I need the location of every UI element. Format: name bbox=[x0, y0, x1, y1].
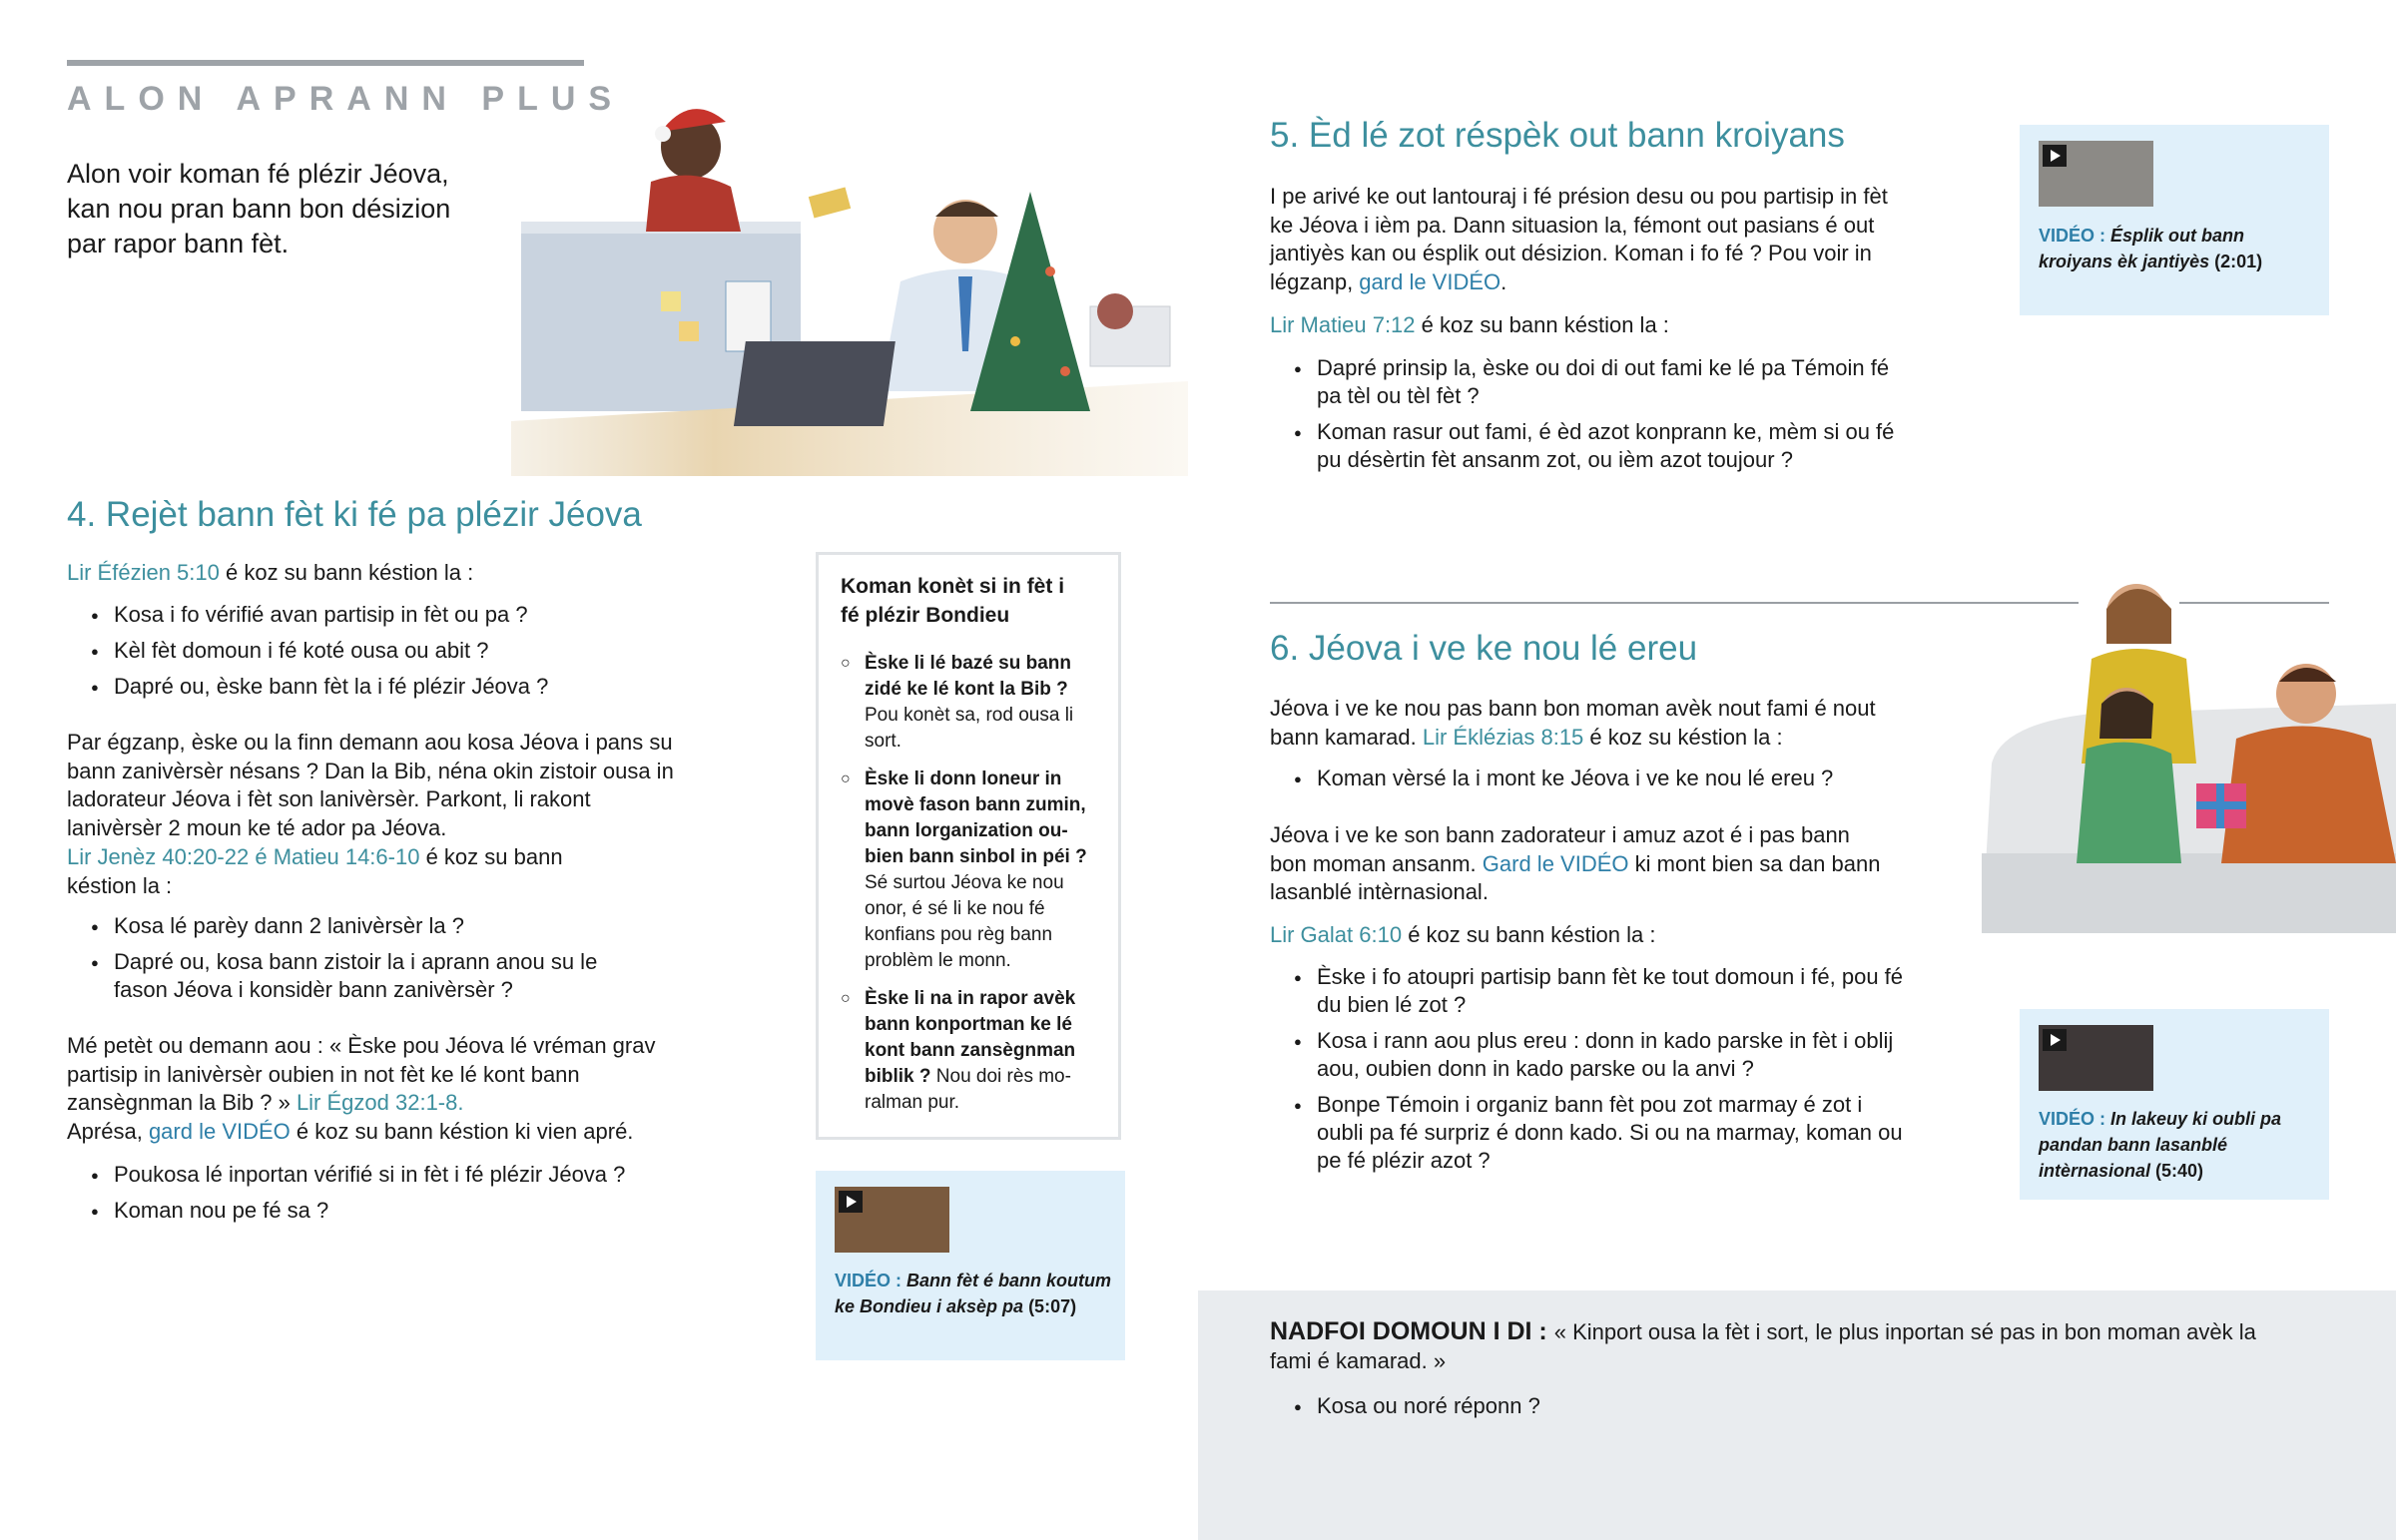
list-item: ● Koman vèrsé la i mont ke Jéova i ve ke nou lé ereu ? bbox=[1270, 765, 1909, 792]
video-link[interactable]: Gard le VIDÉO bbox=[1482, 850, 1629, 876]
video-caption: VIDÉO : Ésplik out bann kroiyans èk jantiyès (2:01) bbox=[2039, 226, 2263, 271]
section6-heading: 6. Jéova i ve ke nou lé ereu bbox=[1270, 629, 1698, 668]
list-item: ● Kèl fèt domoun i fé koté ousa ou abit ? bbox=[67, 637, 696, 665]
father-body bbox=[2221, 727, 2396, 864]
list-item: ● Dapré ou, èske bann fèt la i fé plézir Jéova ? bbox=[67, 673, 696, 701]
laptop bbox=[734, 341, 896, 426]
video-card[interactable] bbox=[2020, 1009, 2329, 1200]
list-item: ● Kosa i rann aou plus ereu : donn in kado parske in fèt i oblij aou, oubien donn in kado parske ou la anvi ? bbox=[1270, 1027, 1909, 1083]
section6-bullets1 bbox=[1270, 765, 1909, 800]
section6-read2: Lir Galat 6:10 é koz su bann késtion la : bbox=[1270, 922, 1656, 947]
section4-read2: Lir Jenèz 40:20-22 é Matieu 14:6-10 é koz su bann késtion la : bbox=[67, 844, 563, 898]
video-card[interactable] bbox=[816, 1171, 1125, 1360]
section4-bullets2 bbox=[67, 912, 641, 1012]
video-thumbnail[interactable] bbox=[2039, 141, 2153, 207]
section4-heading: 4. Rejèt bann fèt ki fé pa plézir Jéova bbox=[67, 495, 642, 534]
sidebar-list bbox=[841, 651, 1105, 1128]
scripture-ref[interactable]: Lir Jenèz 40:20-22 é Matieu 14:6-10 bbox=[67, 844, 420, 869]
list-item: ● Kosa lé parèy dann 2 lanivèrsèr la ? bbox=[67, 912, 641, 940]
header-rule bbox=[67, 60, 584, 66]
section4-para1: Par égzanp, èske ou la finn demann aou kosa Jéova i pans su bann zanivèrsèr nésans ? Dan la Bib, néna okin zistoir ousa in ladorateur Jéova i fèt son lanivèrsèr. Parkont, li rakont lanivèrsèr 2 moun ke té ador pa Jéova. bbox=[67, 730, 674, 840]
video-link[interactable]: gard le VIDÉO bbox=[148, 1118, 291, 1144]
section5-heading: 5. Èd lé zot réspèk out bann kroiyans bbox=[1270, 116, 1845, 155]
section5-para: I pe arivé ke out lantouraj i fé présion desu ou pou partisip in fèt ke Jéova i ièm pa. Dann situasion la, fémont out pasians é out jantiyès kan ou ésplik out désizion. Koman i fo fé ? Pou voir in légzanp, gard le VIDÉO. bbox=[1270, 184, 1888, 294]
scripture-ref[interactable]: Lir Galat 6:10 bbox=[1270, 922, 1403, 947]
list-item: ● Kosa i fo vérifié avan partisip in fèt ou pa ? bbox=[67, 601, 696, 629]
scripture-ref[interactable]: Lir Matieu 7:12 bbox=[1270, 312, 1416, 337]
list-item: ● Bonpe Témoin i organiz bann fèt pou zot marmay é zot i oubli pa fé surpriz é donn kado. Si ou na marmay, koman ou pe fé plézir azot ? bbox=[1270, 1091, 1909, 1175]
video-caption: VIDÉO : In lakeuy ki oubli pa pandan bann lasanblé intèrnasional (5:40) bbox=[2039, 1109, 2282, 1181]
divider bbox=[1270, 602, 2079, 604]
footer-box bbox=[1198, 1290, 2396, 1540]
section4-read1: Lir Éfézien 5:10 é koz su bann késtion la : bbox=[67, 560, 474, 585]
section5-bullets bbox=[1270, 354, 1899, 482]
sidebar-title: Koman konèt si in fèt i fé plézir Bondieu bbox=[841, 575, 1065, 627]
list-item: ● Dapré prinsip la, èske ou doi di out fami ke lé pa Témoin fé pa tèl ou tèl fèt ? bbox=[1270, 354, 1899, 410]
list-item: ● Dapré ou, kosa bann zistoir la i aprann anou su le fason Jéova i konsidèr bann zanivèrsèr ? bbox=[67, 948, 641, 1004]
list-item: ○ Èske li na in rapor avèk bann konportman ke lé kont bann zansègnman biblik ? Nou doi rès mo-ralman pur. bbox=[841, 986, 1105, 1116]
girl-body bbox=[2077, 743, 2181, 863]
section-title: ALON APRANN PLUS bbox=[67, 80, 625, 118]
section6-para2: Jéova i ve ke son bann zadorateur i amuz azot é i pas bann bon moman ansanm. Gard le VIDÉO ki mont bien sa dan bann lasanblé intèrnasional. bbox=[1270, 822, 1881, 904]
list-item: ● Koman nou pe fé sa ? bbox=[67, 1197, 706, 1225]
video-thumbnail[interactable] bbox=[2039, 1025, 2153, 1091]
section6-para1: Jéova i ve ke nou pas bann bon moman avèk nout fami é nout bann kamarad. Lir Éklézias 8:15 é koz su késtion la : bbox=[1270, 696, 1876, 750]
section6-bullets2 bbox=[1270, 963, 1909, 1183]
section5-read: Lir Matieu 7:12 é koz su bann késtion la : bbox=[1270, 312, 1669, 337]
list-item: ● Poukosa lé inportan vérifié si in fèt i fé plézir Jéova ? bbox=[67, 1161, 706, 1189]
family-gift-illustration bbox=[1972, 564, 2396, 958]
footer-text: NADFOI DOMOUN I DI : « Kinport ousa la fèt i sort, le plus inportan sé pas in bon moman avèk la fami é kamarad. » bbox=[1270, 1317, 2256, 1373]
footer-bullets bbox=[1270, 1392, 1869, 1428]
list-item: ○ Èske li lé bazé su bann zidé ke lé kont la Bib ? Pou konèt sa, rod ousa li sort. bbox=[841, 651, 1105, 755]
woman-body bbox=[646, 176, 741, 232]
video-card[interactable] bbox=[2020, 125, 2329, 315]
play-icon[interactable] bbox=[839, 1191, 863, 1213]
office-gift-illustration bbox=[511, 92, 1188, 476]
scripture-ref[interactable]: Lir Éklézias 8:15 bbox=[1422, 724, 1584, 750]
video-caption: VIDÉO : Bann fèt é bann koutum ke Bondieu i aksèp pa (5:07) bbox=[835, 1271, 1112, 1316]
gift bbox=[809, 187, 851, 218]
video-thumbnail[interactable] bbox=[835, 1187, 949, 1253]
sidebar-box bbox=[816, 552, 1121, 1140]
section4-bullets3 bbox=[67, 1161, 706, 1233]
video-link[interactable]: gard le VIDÉO bbox=[1359, 268, 1501, 294]
scripture-ref[interactable]: Lir Éfézien 5:10 bbox=[67, 560, 220, 585]
intro-text: Alon voir koman fé plézir Jéova, kan nou pran bann bon désizion par rapor bann fèt. bbox=[67, 159, 451, 258]
play-icon[interactable] bbox=[2043, 145, 2067, 167]
calendar bbox=[726, 281, 771, 351]
section4-bullets1 bbox=[67, 601, 696, 709]
list-item: ● Koman rasur out fami, é èd azot konprann ke, mèm si ou fé pu désèrtin fèt ansanm zot, ou ièm azot toujour ? bbox=[1270, 418, 1899, 474]
scripture-ref[interactable]: Lir Égzod 32:1-8. bbox=[296, 1090, 464, 1115]
list-item: ○ Èske li donn loneur in movè fason bann zumin, bann lorganization ou-bien bann sinbol in péi ? Sé surtou Jéova ke nou onor, é sé li ke nou fé konfians pou règ bann problèm le monn. bbox=[841, 767, 1105, 974]
list-item: ● Kosa ou noré réponn ? bbox=[1270, 1392, 1869, 1420]
list-item: ● Èske i fo atoupri partisip bann fèt ke tout domoun i fé, pou fé du bien lé zot ? bbox=[1270, 963, 1909, 1019]
section4-para2: Mé petèt ou demann aou : « Èske pou Jéova lé vréman grav partisip in lanivèrsèr oubien in not fèt ke lé kont bann zansègnman la Bib ? » Lir Égzod 32:1-8. Aprésa, gard le VIDÉO é koz su bann késtion ki vien apré. bbox=[67, 1033, 656, 1144]
play-icon[interactable] bbox=[2043, 1029, 2067, 1051]
